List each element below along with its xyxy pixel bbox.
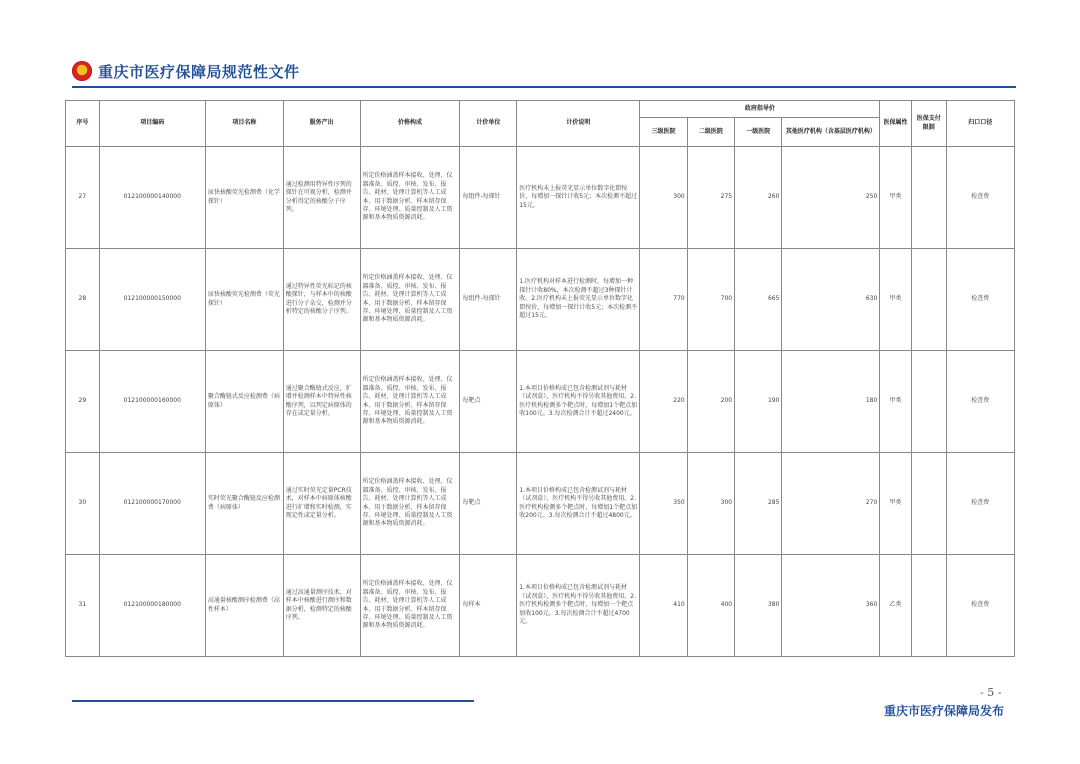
cell-note: 1.本项目价格构成已包含检测试剂与耗材（试剂盒），医疗机构不得另收其他费用。2.医疗机构检测多个靶点时，每增加1个靶点加收100元。3.每次检测合计不超过2400元。: [517, 351, 640, 453]
cell-composition: 所定价格涵盖样本接收、处理、仪器准备、质控、审核、发布、报告、耗材、处理计算机等人工成本、用于数据分析、样本留存保存、环境处理、质量控制及人工资源和基本物质资源消耗。: [360, 351, 460, 453]
cell-attr: 甲类: [880, 147, 912, 249]
table-row: [66, 453, 1015, 555]
cell-tier3: 770: [640, 249, 687, 351]
cell-output: 通过检测用特异性序列的探针在可视分析，检测并分析得定的核酸分子序列。: [283, 147, 360, 249]
cell-seq: 27: [66, 147, 100, 249]
cell-code: 012100000150000: [99, 249, 205, 351]
table-row: [66, 147, 1015, 249]
cell-code: 012100000140000: [99, 147, 205, 249]
cell-dept: 检查费: [946, 555, 1014, 657]
header-unit: 计价单位: [460, 101, 517, 147]
header-composition: 价格构成: [360, 101, 460, 147]
cell-unit: 每靶点: [460, 351, 517, 453]
cell-output: 通过聚合酶链式反应，扩增并检测样本中特异性核酸序列，以判定病原体的存在或定量分析。: [283, 351, 360, 453]
header-code: 项目编码: [99, 101, 205, 147]
cell-other: 630: [782, 249, 880, 351]
pricing-table: [65, 100, 1015, 657]
cell-tier2: 200: [687, 351, 734, 453]
cell-note: 1.本项目价格构成已包含检测试剂与耗材（试剂盒），医疗机构不得另收其他费用。2.医疗机构检测多个靶点时，每增加一个靶点加收100元。3.每次检测合计不超过4700元。: [517, 555, 640, 657]
cell-payment: [911, 147, 946, 249]
cell-composition: 所定价格涵盖样本接收、处理、仪器准备、质控、审核、发布、报告、耗材、处理计算机等人工成本、用于数据分析、样本留存保存、环境处理、质量控制及人工资源和基本物质资源消耗。: [360, 555, 460, 657]
cell-unit: 每样本: [460, 555, 517, 657]
cell-attr: 甲类: [880, 351, 912, 453]
cell-attr: 甲类: [880, 249, 912, 351]
header-gov-price: 政府指导价: [640, 101, 880, 118]
table-row: [66, 249, 1015, 351]
cell-code: 012100000170000: [99, 453, 205, 555]
table-row: [66, 555, 1015, 657]
cell-tier2: 300: [687, 453, 734, 555]
cell-payment: [911, 351, 946, 453]
cell-output: 通过实时荧光定量PCR技术，对样本中病原体核酸进行扩增和实时检测，实现定性或定量分析。: [283, 453, 360, 555]
table-row: [66, 351, 1015, 453]
header-tier1: 一级医院: [735, 118, 782, 147]
cell-payment: [911, 555, 946, 657]
cell-name: 尿快核酸荧光检测费（化学探针）: [205, 147, 283, 249]
footer-divider: [72, 700, 474, 702]
cell-tier2: 700: [687, 249, 734, 351]
cell-tier3: 300: [640, 147, 687, 249]
cell-other: 250: [782, 147, 880, 249]
national-emblem-icon: [72, 61, 92, 81]
cell-note: 1.医疗机构对样本进行检测时，每增加一种探针计收80%，本次检测不超过3种探针计收。2.医疗机构未上报荧光显示单位数字化即按价，每增加一探针计收5元；本次检测不超过15元。: [517, 249, 640, 351]
cell-attr: 乙类: [880, 555, 912, 657]
cell-code: 012100000160000: [99, 351, 205, 453]
cell-seq: 31: [66, 555, 100, 657]
header-payment: 医保支付限制: [911, 101, 946, 147]
cell-name: 尿快核酸荧光检测费（荧光探针）: [205, 249, 283, 351]
header-tier3: 三级医院: [640, 118, 687, 147]
header-name: 项目名称: [205, 101, 283, 147]
cell-dept: 检查费: [946, 249, 1014, 351]
header-divider: [72, 86, 1016, 88]
cell-code: 012100000180000: [99, 555, 205, 657]
header-note: 计价说明: [517, 101, 640, 147]
cell-other: 270: [782, 453, 880, 555]
cell-tier1: 260: [735, 147, 782, 249]
cell-tier3: 410: [640, 555, 687, 657]
header-other: 其他医疗机构（含基层医疗机构）: [782, 118, 880, 147]
cell-output: 通过特异性荧光标记的核酸探针，与样本中的核酸进行分子杂交，检测并分析特定的核酸分子序列。: [283, 249, 360, 351]
header-seq: 序号: [66, 101, 100, 147]
cell-other: 360: [782, 555, 880, 657]
cell-note: 1.本项目价格构成已包含检测试剂与耗材（试剂盒），医疗机构不得另收其他费用。2.医疗机构检测多个靶点时，每增加1个靶点加收200元。3.每次检测合计不超过4800元。: [517, 453, 640, 555]
cell-attr: 甲类: [880, 453, 912, 555]
cell-name: 聚合酶链式反应检测费（病原体）: [205, 351, 283, 453]
cell-composition: 所定价格涵盖样本接收、处理、仪器准备、质控、审核、发布、报告、耗材、处理计算机等人工成本、用于数据分析、样本留存保存、环境处理、质量控制及人工资源和基本物质资源消耗。: [360, 249, 460, 351]
header-output: 服务产出: [283, 101, 360, 147]
cell-unit: 每组件-每探针: [460, 249, 517, 351]
document-header: [72, 56, 300, 86]
cell-tier2: 400: [687, 555, 734, 657]
cell-composition: 所定价格涵盖样本接收、处理、仪器准备、质控、审核、发布、报告、耗材、处理计算机等人工成本、用于数据分析、样本留存保存、环境处理、质量控制及人工资源和基本物质资源消耗。: [360, 147, 460, 249]
cell-tier3: 220: [640, 351, 687, 453]
cell-seq: 28: [66, 249, 100, 351]
cell-note: 医疗机构未上报荧光显示单位数字化即按价，每增加一探针计收5元；本次检测不超过15元。: [517, 147, 640, 249]
cell-tier3: 350: [640, 453, 687, 555]
cell-payment: [911, 453, 946, 555]
cell-other: 180: [782, 351, 880, 453]
header-dept: 归口口径: [946, 101, 1014, 147]
cell-dept: 检查费: [946, 453, 1014, 555]
cell-unit: 每靶点: [460, 453, 517, 555]
page-number: - 5 -: [980, 686, 1002, 699]
cell-tier1: 190: [735, 351, 782, 453]
cell-composition: 所定价格涵盖样本接收、处理、仪器准备、质控、审核、发布、报告、耗材、处理计算机等人工成本、用于数据分析、样本留存保存、环境处理、质量控制及人工资源和基本物质资源消耗。: [360, 453, 460, 555]
cell-output: 通过高通量测序技术，对样本中核酸进行测序和数据分析，检测特定的核酸序列。: [283, 555, 360, 657]
cell-payment: [911, 249, 946, 351]
header-tier2: 二级医院: [687, 118, 734, 147]
document-header-title: 重庆市医疗保障局规范性文件: [98, 62, 300, 81]
cell-name: 实时荧光聚合酶链反应检测费（病原体）: [205, 453, 283, 555]
cell-tier1: 285: [735, 453, 782, 555]
cell-name: 高通量核酸测序检测费（高性样本）: [205, 555, 283, 657]
publisher-label: 重庆市医疗保障局发布: [884, 704, 1005, 718]
cell-dept: 检查费: [946, 147, 1014, 249]
cell-seq: 30: [66, 453, 100, 555]
cell-dept: 检查费: [946, 351, 1014, 453]
header-attr: 医保属性: [880, 101, 912, 147]
cell-tier2: 275: [687, 147, 734, 249]
cell-unit: 每组件-每探针: [460, 147, 517, 249]
cell-tier1: 380: [735, 555, 782, 657]
cell-seq: 29: [66, 351, 100, 453]
cell-tier1: 665: [735, 249, 782, 351]
